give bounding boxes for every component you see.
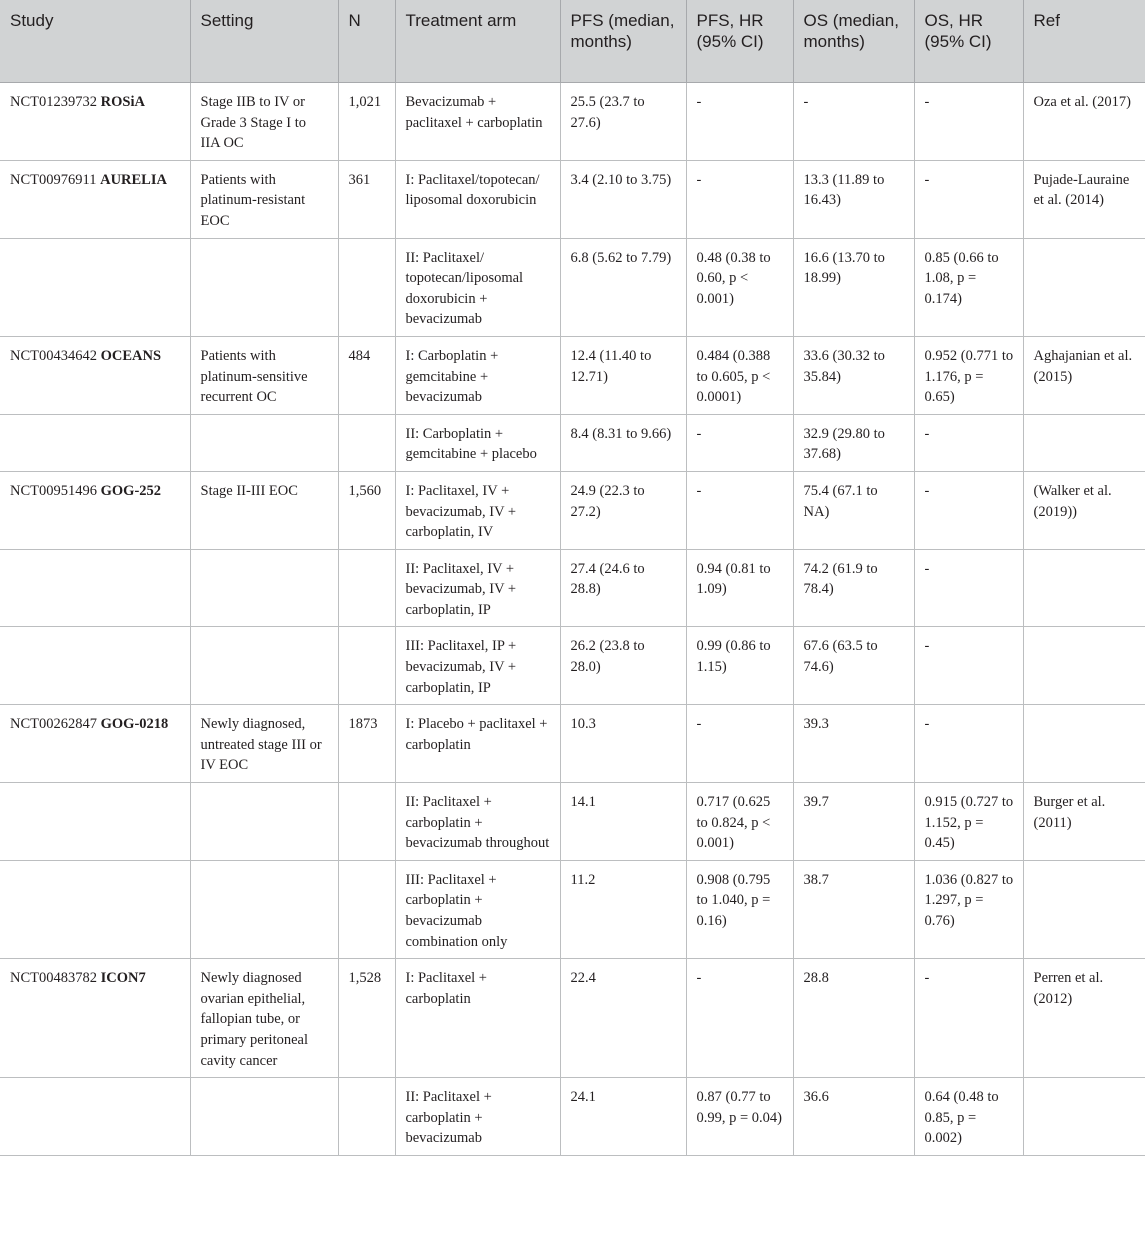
study-acronym: AURELIA bbox=[100, 171, 167, 188]
table-row bbox=[0, 705, 1145, 783]
pfs-cell: 24.9 (22.3 to 27.2) bbox=[560, 471, 686, 549]
os-cell: 36.6 bbox=[793, 1078, 914, 1156]
setting-cell: Patients with platinum-resistant EOC bbox=[190, 160, 338, 238]
setting-cell bbox=[190, 414, 338, 471]
os-hr-cell: - bbox=[914, 83, 1023, 161]
table-row bbox=[0, 959, 1145, 1078]
ref-cell bbox=[1023, 549, 1145, 627]
setting-cell bbox=[190, 549, 338, 627]
ref-cell bbox=[1023, 705, 1145, 783]
os-cell: 28.8 bbox=[793, 959, 914, 1078]
table-row bbox=[0, 238, 1145, 336]
study-id: NCT01239732 bbox=[10, 94, 97, 110]
study-id: NCT00434642 bbox=[10, 347, 97, 364]
table-row bbox=[0, 336, 1145, 414]
header-study: Study bbox=[0, 0, 190, 83]
table-row bbox=[0, 549, 1145, 627]
table-row bbox=[0, 860, 1145, 958]
pfs-hr-cell: 0.87 (0.77 to 0.99, p = 0.04) bbox=[686, 1078, 793, 1156]
treatment-arm-cell: II: Paclitaxel + carboplatin + bevacizumab bbox=[395, 1078, 560, 1156]
pfs-hr-cell: 0.484 (0.388 to 0.605, p < 0.0001) bbox=[686, 336, 793, 414]
ref-cell: (Walker et al. (2019)) bbox=[1023, 471, 1145, 549]
n-cell bbox=[338, 1078, 395, 1156]
study-cell bbox=[0, 414, 190, 471]
os-cell: 74.2 (61.9 to 78.4) bbox=[793, 549, 914, 627]
pfs-hr-cell: 0.717 (0.625 to 0.824, p < 0.001) bbox=[686, 783, 793, 861]
n-cell: 1,560 bbox=[338, 471, 395, 549]
pfs-hr-cell: - bbox=[686, 705, 793, 783]
setting-cell bbox=[190, 783, 338, 861]
table-row bbox=[0, 83, 1145, 161]
treatment-arm-cell: I: Paclitaxel, IV + bevacizumab, IV + carboplatin, IV bbox=[395, 471, 560, 549]
n-cell: 1873 bbox=[338, 705, 395, 783]
treatment-arm-cell: I: Paclitaxel + carboplatin bbox=[395, 959, 560, 1078]
study-cell bbox=[0, 471, 190, 549]
study-id: NCT00262847 bbox=[10, 716, 97, 733]
pfs-cell: 22.4 bbox=[560, 959, 686, 1078]
table-row bbox=[0, 471, 1145, 549]
setting-cell bbox=[190, 860, 338, 958]
treatment-arm-cell: III: Paclitaxel, IP + bevacizumab, IV + carboplatin, IP bbox=[395, 627, 560, 705]
pfs-hr-cell: - bbox=[686, 471, 793, 549]
os-hr-cell: - bbox=[914, 414, 1023, 471]
n-cell: 1,528 bbox=[338, 959, 395, 1078]
study-cell bbox=[0, 160, 190, 238]
pfs-cell: 8.4 (8.31 to 9.66) bbox=[560, 414, 686, 471]
pfs-cell: 27.4 (24.6 to 28.8) bbox=[560, 549, 686, 627]
setting-cell bbox=[190, 627, 338, 705]
n-cell: 1,021 bbox=[338, 83, 395, 161]
pfs-cell: 10.3 bbox=[560, 705, 686, 783]
treatment-arm-cell: I: Placebo + paclitaxel + carboplatin bbox=[395, 705, 560, 783]
os-hr-cell: - bbox=[914, 549, 1023, 627]
pfs-cell: 6.8 (5.62 to 7.79) bbox=[560, 238, 686, 336]
pfs-cell: 25.5 (23.7 to 27.6) bbox=[560, 83, 686, 161]
study-cell bbox=[0, 783, 190, 861]
os-cell: 13.3 (11.89 to 16.43) bbox=[793, 160, 914, 238]
n-cell bbox=[338, 783, 395, 861]
treatment-arm-cell: II: Paclitaxel/ topotecan/liposomal doxorubicin + bevacizumab bbox=[395, 238, 560, 336]
header-setting: Setting bbox=[190, 0, 338, 83]
study-acronym: GOG-0218 bbox=[100, 716, 169, 733]
header-os: OS (median, months) bbox=[793, 0, 914, 83]
treatment-arm-cell: I: Carboplatin + gemcitabine + bevacizumab bbox=[395, 336, 560, 414]
ref-cell bbox=[1023, 1078, 1145, 1156]
ref-cell bbox=[1023, 238, 1145, 336]
table-header bbox=[0, 0, 1145, 83]
os-cell: 67.6 (63.5 to 74.6) bbox=[793, 627, 914, 705]
pfs-hr-cell: - bbox=[686, 160, 793, 238]
setting-cell bbox=[190, 238, 338, 336]
ref-cell: Oza et al. (2017) bbox=[1023, 83, 1145, 161]
pfs-cell: 3.4 (2.10 to 3.75) bbox=[560, 160, 686, 238]
n-cell bbox=[338, 860, 395, 958]
table-row bbox=[0, 627, 1145, 705]
pfs-hr-cell: - bbox=[686, 83, 793, 161]
setting-cell: Patients with platinum-sensitive recurrent OC bbox=[190, 336, 338, 414]
n-cell bbox=[338, 238, 395, 336]
study-id: NCT00951496 bbox=[10, 482, 97, 499]
header-os-hr: OS, HR (95% CI) bbox=[914, 0, 1023, 83]
setting-cell bbox=[190, 1078, 338, 1156]
os-hr-cell: 1.036 (0.827 to 1.297, p = 0.76) bbox=[914, 860, 1023, 958]
study-acronym: ICON7 bbox=[100, 970, 146, 987]
os-hr-cell: 0.915 (0.727 to 1.152, p = 0.45) bbox=[914, 783, 1023, 861]
treatment-arm-cell: III: Paclitaxel + carboplatin + bevacizumab combination only bbox=[395, 860, 560, 958]
header-n: N bbox=[338, 0, 395, 83]
os-hr-cell: 0.85 (0.66 to 1.08, p = 0.174) bbox=[914, 238, 1023, 336]
pfs-hr-cell: 0.99 (0.86 to 1.15) bbox=[686, 627, 793, 705]
study-cell bbox=[0, 860, 190, 958]
study-cell bbox=[0, 549, 190, 627]
os-cell: 39.3 bbox=[793, 705, 914, 783]
pfs-hr-cell: 0.908 (0.795 to 1.040, p = 0.16) bbox=[686, 860, 793, 958]
ref-cell: Burger et al. (2011) bbox=[1023, 783, 1145, 861]
n-cell: 484 bbox=[338, 336, 395, 414]
os-hr-cell: - bbox=[914, 705, 1023, 783]
ref-cell bbox=[1023, 860, 1145, 958]
study-cell bbox=[0, 627, 190, 705]
os-cell: 39.7 bbox=[793, 783, 914, 861]
pfs-hr-cell: - bbox=[686, 414, 793, 471]
study-cell bbox=[0, 238, 190, 336]
os-cell: - bbox=[793, 83, 914, 161]
table-row bbox=[0, 160, 1145, 238]
n-cell bbox=[338, 627, 395, 705]
pfs-hr-cell: 0.48 (0.38 to 0.60, p < 0.001) bbox=[686, 238, 793, 336]
pfs-hr-cell: - bbox=[686, 959, 793, 1078]
pfs-cell: 14.1 bbox=[560, 783, 686, 861]
study-cell bbox=[0, 336, 190, 414]
ref-cell: Pujade-Lauraine et al. (2014) bbox=[1023, 160, 1145, 238]
ref-cell bbox=[1023, 414, 1145, 471]
setting-cell: Stage II-III EOC bbox=[190, 471, 338, 549]
os-hr-cell: - bbox=[914, 959, 1023, 1078]
study-cell bbox=[0, 83, 190, 161]
treatment-arm-cell: Bevacizumab + paclitaxel + carboplatin bbox=[395, 83, 560, 161]
table-row bbox=[0, 783, 1145, 861]
treatment-arm-cell: II: Carboplatin + gemcitabine + placebo bbox=[395, 414, 560, 471]
os-cell: 16.6 (13.70 to 18.99) bbox=[793, 238, 914, 336]
ref-cell: Aghajanian et al. (2015) bbox=[1023, 336, 1145, 414]
os-hr-cell: 0.64 (0.48 to 0.85, p = 0.002) bbox=[914, 1078, 1023, 1156]
study-cell bbox=[0, 959, 190, 1078]
pfs-cell: 26.2 (23.8 to 28.0) bbox=[560, 627, 686, 705]
header-row bbox=[0, 0, 1145, 83]
study-cell bbox=[0, 1078, 190, 1156]
pfs-hr-cell: 0.94 (0.81 to 1.09) bbox=[686, 549, 793, 627]
n-cell bbox=[338, 414, 395, 471]
study-cell bbox=[0, 705, 190, 783]
os-hr-cell: - bbox=[914, 471, 1023, 549]
setting-cell: Newly diagnosed, untreated stage III or IV EOC bbox=[190, 705, 338, 783]
setting-cell: Stage IIB to IV or Grade 3 Stage I to IIA OC bbox=[190, 83, 338, 161]
treatment-arm-cell: I: Paclitaxel/topotecan/ liposomal doxorubicin bbox=[395, 160, 560, 238]
study-acronym: GOG-252 bbox=[100, 482, 162, 499]
study-id: NCT00483782 bbox=[10, 970, 97, 987]
study-acronym: OCEANS bbox=[100, 347, 162, 364]
treatment-arm-cell: II: Paclitaxel, IV + bevacizumab, IV + carboplatin, IP bbox=[395, 549, 560, 627]
treatment-arm-cell: II: Paclitaxel + carboplatin + bevacizumab throughout bbox=[395, 783, 560, 861]
ref-cell bbox=[1023, 627, 1145, 705]
n-cell: 361 bbox=[338, 160, 395, 238]
os-cell: 75.4 (67.1 to NA) bbox=[793, 471, 914, 549]
ref-cell: Perren et al. (2012) bbox=[1023, 959, 1145, 1078]
table-body bbox=[0, 83, 1145, 1156]
header-pfs-hr: PFS, HR (95% CI) bbox=[686, 0, 793, 83]
study-acronym: ROSiA bbox=[100, 94, 145, 110]
study-id: NCT00976911 bbox=[10, 171, 97, 188]
table-row bbox=[0, 414, 1145, 471]
header-ref: Ref bbox=[1023, 0, 1145, 83]
pfs-cell: 12.4 (11.40 to 12.71) bbox=[560, 336, 686, 414]
pfs-cell: 11.2 bbox=[560, 860, 686, 958]
header-treatment-arm: Treatment arm bbox=[395, 0, 560, 83]
n-cell bbox=[338, 549, 395, 627]
table-row bbox=[0, 1078, 1145, 1156]
os-hr-cell: - bbox=[914, 160, 1023, 238]
header-pfs: PFS (median, months) bbox=[560, 0, 686, 83]
pfs-cell: 24.1 bbox=[560, 1078, 686, 1156]
os-cell: 32.9 (29.80 to 37.68) bbox=[793, 414, 914, 471]
os-hr-cell: 0.952 (0.771 to 1.176, p = 0.65) bbox=[914, 336, 1023, 414]
os-cell: 33.6 (30.32 to 35.84) bbox=[793, 336, 914, 414]
setting-cell: Newly diagnosed ovarian epithelial, fallopian tube, or primary peritoneal cavity cancer bbox=[190, 959, 338, 1078]
os-hr-cell: - bbox=[914, 627, 1023, 705]
os-cell: 38.7 bbox=[793, 860, 914, 958]
